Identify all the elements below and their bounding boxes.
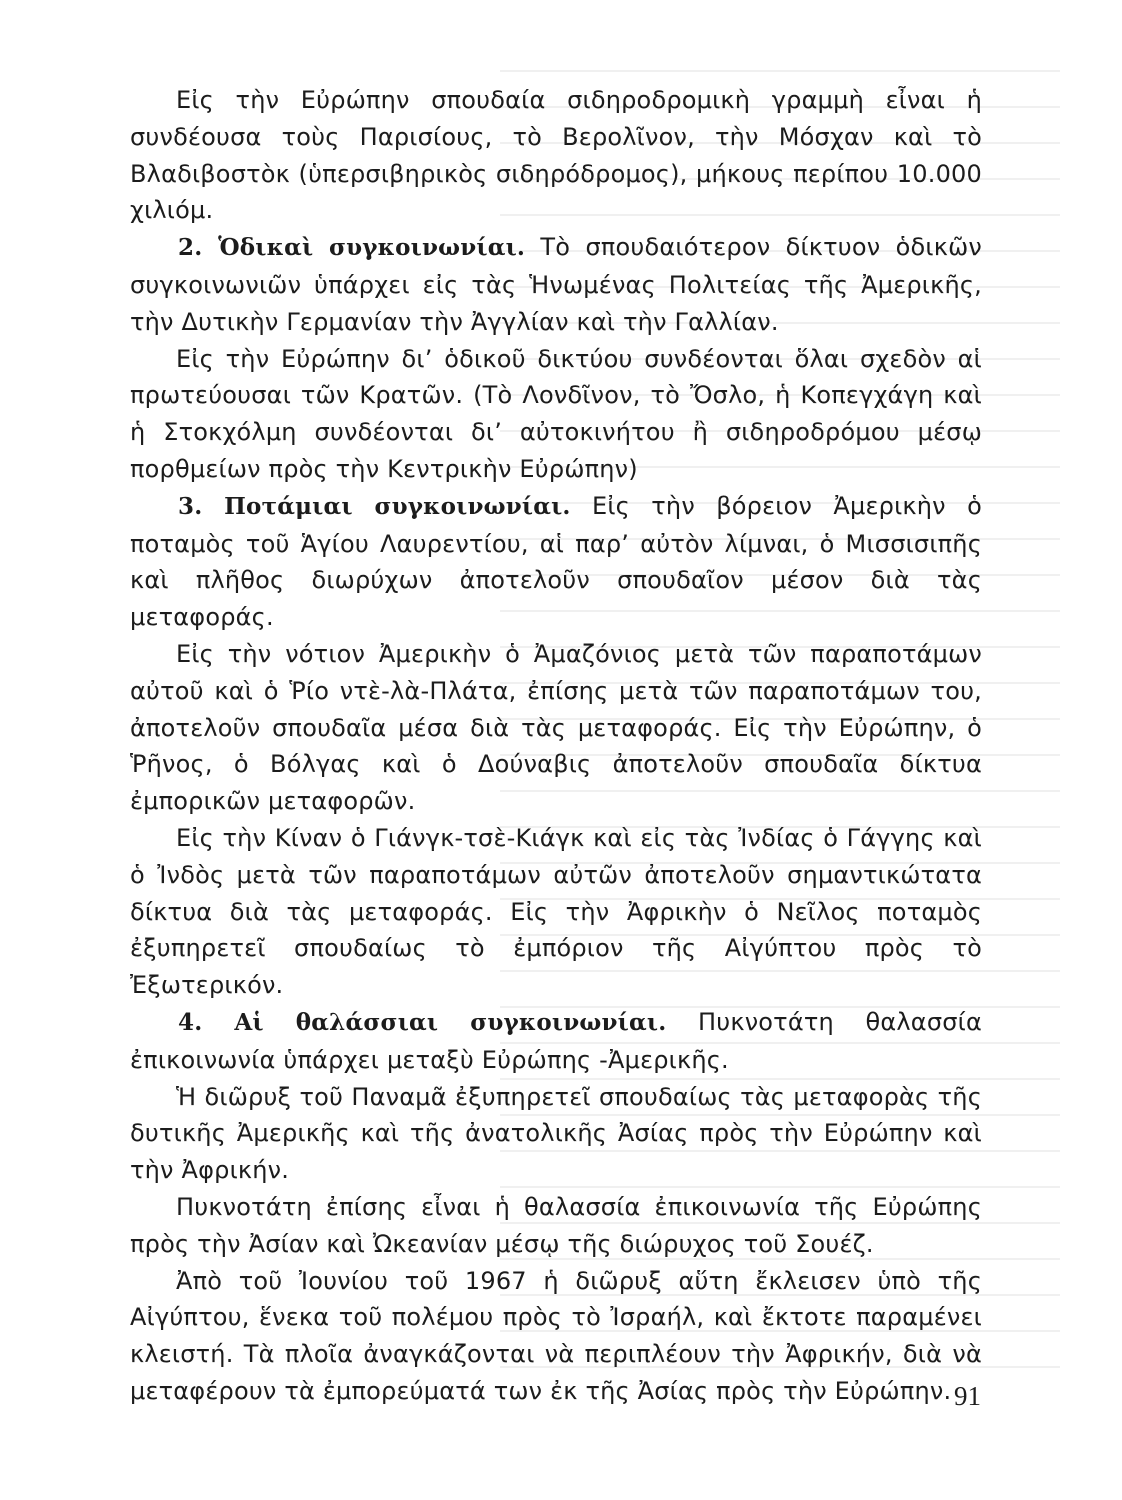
section-river-communications <box>130 488 982 636</box>
section-sea-communications <box>130 1004 982 1079</box>
paragraph-panama-canal <box>130 1079 982 1189</box>
paragraph-text: Εἰς τὴν νότιον Ἀμερικὴν ὁ Ἀμαζόνιος μετὰ τῶν παραποτάμων αὐτοῦ καὶ ὁ Ῥίο ντὲ-λὰ-Πλάτα, ἐπίσης μετὰ τῶν παραποτάμων του, ἀποτελοῦν σπουδαῖα μέσα διὰ τὰς μεταφοράς. Εἰς τὴν Εὐρώπην, ὁ Ῥῆνος, ὁ Βόλγας καὶ ὁ Δούναβις ἀποτελοῦν σπουδαῖα δίκτυα ἐμπορικῶν μεταφορῶν. <box>130 639 982 816</box>
paragraph-text: Εἰς τὴν Κίναν ὁ Γιάνγκ-τσὲ-Κιάγκ καὶ εἰς τὰς Ἰνδίας ὁ Γάγγης καὶ ὁ Ἰνδὸς μετὰ τῶν παραποτάμων αὐτῶν ἀποτελοῦν σημαντικώτατα δίκτυα διὰ τὰς μεταφοράς. Εἰς τὴν Ἀφρικὴν ὁ Νεῖλος ποταμὸς ἐξυπηρετεῖ σπουδαίως τὸ ἐμπόριον τῆς Αἰγύπτου πρὸς τὸ Ἐξωτερικόν. <box>130 823 982 1000</box>
paragraph-text: Εἰς τὴν Εὐρώπην σπουδαία σιδηροδρομικὴ γραμμὴ εἶναι ἡ συνδέουσα τοὺς Παρισίους, τὸ Βερολῖνον, τὴν Μόσχαν καὶ τὸ Βλαδιβοστὸκ (ὑπερσιβηρικὸς σιδηρόδρομος), μήκους περίπου 10.000 χιλιόμ. <box>130 86 982 225</box>
body-text <box>130 82 982 1410</box>
paragraph-railway-europe <box>130 82 982 229</box>
paragraph-text: Πυκνοτάτη θαλασσία ἐπικοινωνία ὑπάρχει μεταξὺ Εὐρώπης -Ἀμερικῆς. <box>130 1007 982 1074</box>
paragraph-suez-closure <box>130 1263 982 1410</box>
paragraph-text: Πυκνοτάτη ἐπίσης εἶναι ἡ θαλασσία ἐπικοινωνία τῆς Εὐρώπης πρὸς τὴν Ἀσίαν καὶ Ὠκεανίαν μέσῳ τῆς διώρυχος τοῦ Σουέζ. <box>130 1192 982 1258</box>
paragraph-text: Εἰς τὴν βόρειον Ἀμερικὴν ὁ ποταμὸς τοῦ Ἁγίου Λαυρεντίου, αἱ παρ’ αὐτὸν λίμναι, ὁ Μισσισιπῆς καὶ πλῆθος διωρύχων ἀποτελοῦν σπουδαῖον μέσον διὰ τὰς μεταφοράς. <box>130 491 982 632</box>
paragraph-rivers-south-america-europe <box>130 636 982 820</box>
page-number: 91 <box>954 1381 981 1411</box>
paragraph-rivers-asia-africa <box>130 820 982 1004</box>
paragraph-text: Ἡ διῶρυξ τοῦ Παναμᾶ ἐξυπηρετεῖ σπουδαίως τὰς μεταφορὰς τῆς δυτικῆς Ἀμερικῆς καὶ τῆς ἀνατολικῆς Ἀσίας πρὸς τὴν Εὐρώπην καὶ τὴν Ἀφρικήν. <box>130 1082 982 1185</box>
paragraph-text: Τὸ σπουδαιότερον δίκτυον ὁδικῶν συγκοινωνιῶν ὑπάρχει εἰς τὰς Ἡνωμένας Πολιτείας τῆς Ἀμερικῆς, τὴν Δυτικὴν Γερμανίαν τὴν Ἀγγλίαν καὶ τὴν Γαλλίαν. <box>130 233 982 336</box>
section-heading-roads: 2. Ὁδικαὶ συγκοινωνίαι. <box>178 234 526 262</box>
section-heading-rivers: 3. Ποτάμιαι συγκοινωνίαι. <box>178 492 571 520</box>
paragraph-suez-canal <box>130 1189 982 1263</box>
paragraph-text: Εἰς τὴν Εὐρώπην δι’ ὁδικοῦ δικτύου συνδέονται ὅλαι σχεδὸν αἱ πρωτεύουσαι τῶν Κρατῶν. (Τὸ Λονδῖνον, τὸ Ὄσλο, ἡ Κοπεγχάγη καὶ ἡ Στοκχόλμη συνδέονται δι’ αὐτοκινήτου ἢ σιδηροδρόμου μέσῳ πορθμείων πρὸς τὴν Κεντρικὴν Εὐρώπην) <box>130 344 982 483</box>
paragraph-text: Ἀπὸ τοῦ Ἰουνίου τοῦ 1967 ἡ διῶρυξ αὕτη ἔκλεισεν ὑπὸ τῆς Αἰγύπτου, ἕνεκα τοῦ πολέμου πρὸς τὸ Ἰσραήλ, καὶ ἔκτοτε παραμένει κλειστή. Τὰ πλοῖα ἀναγκάζονται νὰ περιπλέουν τὴν Ἀφρικήν, διὰ νὰ μεταφέρουν τὰ ἐμπορεύματά των ἐκ τῆς Ἀσίας πρὸς τὴν Εὐρώπην. <box>130 1266 982 1405</box>
section-heading-sea: 4. Αἱ θαλάσσιαι συγκοινωνίαι. <box>178 1008 667 1036</box>
paragraph-roads-europe <box>130 341 982 488</box>
section-road-communications <box>130 229 982 340</box>
